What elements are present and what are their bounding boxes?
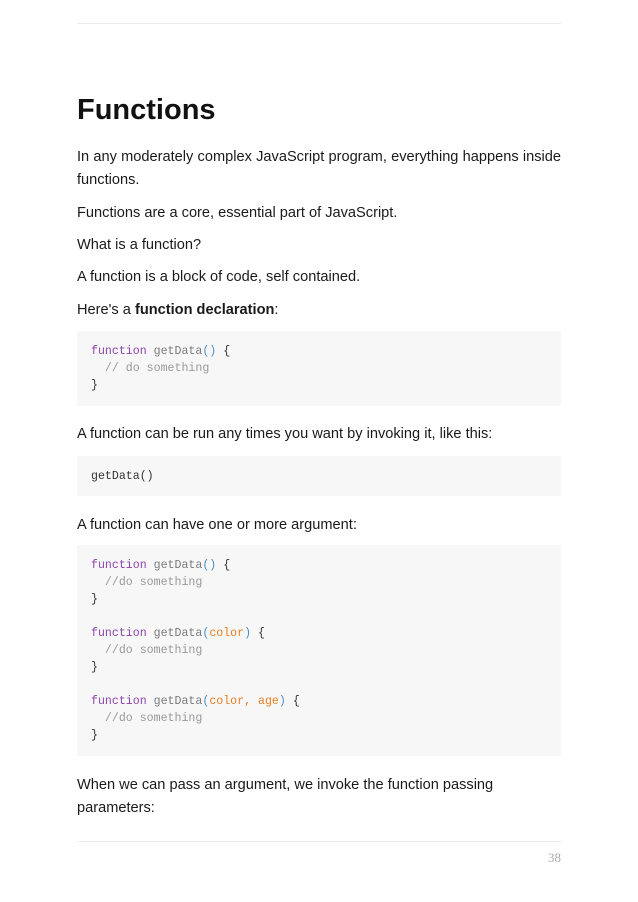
code-line-blank	[91, 608, 547, 625]
code-line	[91, 727, 547, 744]
code-comment: //do something	[104, 644, 203, 657]
declaration-intro-suffix: :	[274, 302, 279, 318]
declaration-intro-prefix: Here's a	[77, 302, 135, 318]
paragraph-parameters: When we can pass an argument, we invoke the function passing parameters:	[77, 777, 494, 816]
code-open-brace: {	[223, 559, 231, 572]
code-line	[91, 591, 547, 608]
code-line	[91, 468, 547, 485]
footer-divider	[77, 841, 561, 842]
page-title: Functions	[77, 94, 216, 126]
code-close-paren: )	[278, 695, 286, 708]
page-number: 38	[548, 850, 561, 865]
paragraph-question: What is a function?	[77, 237, 202, 253]
code-function-name: getData	[153, 627, 203, 640]
code-keyword: function	[91, 345, 147, 358]
code-close-brace: }	[91, 593, 98, 606]
code-comment: //do something	[104, 576, 203, 589]
code-argument: color, age	[209, 695, 279, 708]
code-function-name: getData	[153, 695, 203, 708]
code-function-name: getData	[153, 559, 203, 572]
code-parens: ()	[202, 345, 217, 358]
code-block-declaration	[77, 331, 561, 406]
code-line-blank	[91, 676, 547, 693]
code-line	[91, 377, 547, 394]
paragraph-core: Functions are a core, essential part of JavaScript.	[77, 205, 398, 221]
code-parens: ()	[202, 559, 217, 572]
code-line	[91, 343, 547, 360]
code-line	[91, 693, 547, 710]
code-close-paren: )	[244, 627, 252, 640]
code-keyword: function	[91, 627, 147, 640]
code-line	[91, 642, 547, 659]
code-keyword: function	[91, 695, 147, 708]
code-close-brace: }	[91, 729, 98, 742]
declaration-intro-bold: function declaration	[134, 302, 275, 318]
code-line	[91, 659, 547, 676]
code-block-arguments	[77, 545, 561, 756]
paragraph-arguments: A function can have one or more argument:	[77, 517, 357, 533]
code-open-brace: {	[223, 345, 231, 358]
code-close-brace: }	[91, 379, 98, 392]
code-line	[91, 710, 547, 727]
code-open-brace: {	[258, 627, 266, 640]
code-comment: //do something	[104, 712, 203, 725]
code-line	[91, 574, 547, 591]
code-close-brace: }	[91, 661, 98, 674]
paragraph-declaration-intro	[77, 299, 561, 322]
header-divider	[77, 23, 561, 24]
code-open-paren: (	[202, 695, 210, 708]
paragraph-intro: In any moderately complex JavaScript program, everything happens inside functions.	[77, 149, 561, 188]
paragraph-invoke: A function can be run any times you want by invoking it, like this:	[77, 426, 493, 442]
code-call: getData()	[91, 470, 154, 483]
code-open-paren: (	[202, 627, 210, 640]
code-function-name: getData	[153, 345, 203, 358]
code-keyword: function	[91, 559, 147, 572]
code-argument: color	[209, 627, 245, 640]
code-open-brace: {	[292, 695, 300, 708]
code-line	[91, 625, 547, 642]
paragraph-definition: A function is a block of code, self contained.	[77, 269, 361, 285]
code-comment: // do something	[104, 362, 210, 375]
code-block-invocation	[77, 456, 561, 496]
code-line	[91, 557, 547, 574]
code-line	[91, 360, 547, 377]
